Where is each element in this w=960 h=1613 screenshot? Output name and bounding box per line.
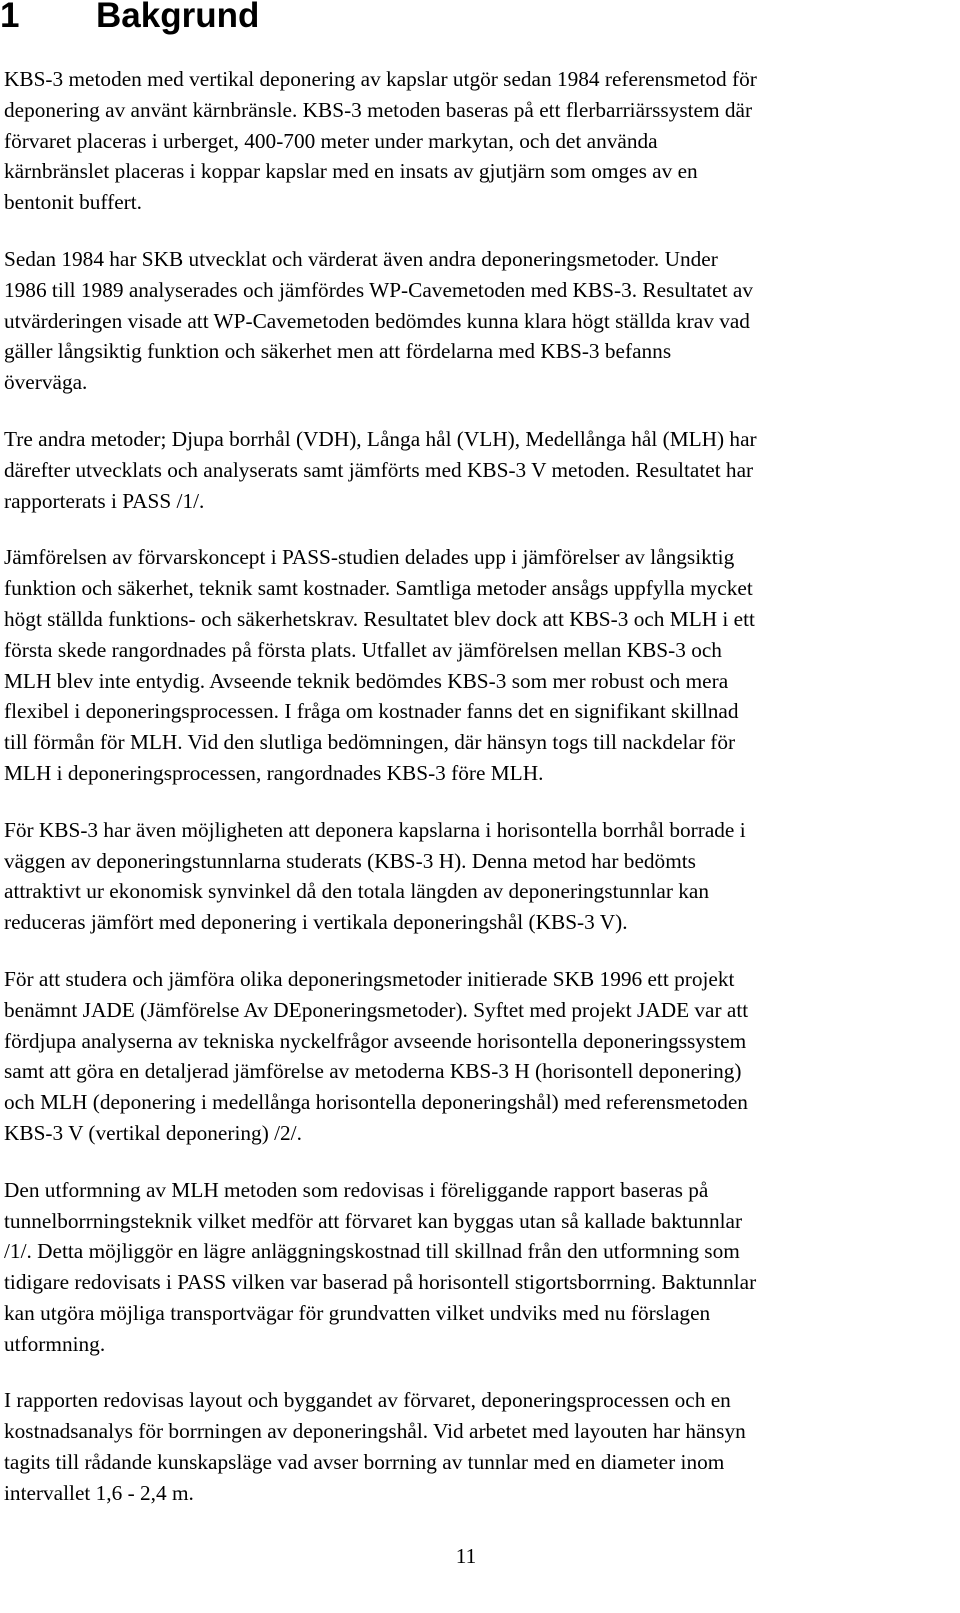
paragraph-line: utformning. bbox=[4, 1331, 106, 1356]
page-number: 11 bbox=[455, 1544, 477, 1568]
paragraph-line: överväga. bbox=[4, 370, 88, 395]
paragraph-line: /1/. Detta möjliggör en lägre anläggningskostnad till skillnad från den utformning som bbox=[4, 1239, 740, 1264]
paragraph-line: Tre andra metoder; Djupa borrhål (VDH), Långa hål (VLH), Medellånga hål (MLH) har bbox=[4, 426, 757, 451]
paragraph-line: MLH blev inte entydig. Avseende teknik bedömdes KBS-3 som mer robust och mera bbox=[4, 668, 729, 693]
section-title: Bakgrund bbox=[96, 0, 260, 35]
paragraph-line: För att studera och jämföra olika deponeringsmetoder initierade SKB 1996 ett projekt bbox=[4, 966, 735, 991]
paragraph-line: och MLH (deponering i medellånga horisontella deponeringshål) med referensmetoden bbox=[4, 1090, 748, 1115]
paragraph-line: Jämförelsen av förvarskoncept i PASS-studien delades upp i jämförelser av långsiktig bbox=[4, 545, 735, 570]
paragraph bbox=[4, 1385, 944, 1508]
paragraph-line: I rapporten redovisas layout och byggandet av förvaret, deponeringsprocessen och en bbox=[4, 1388, 731, 1413]
paragraph-line: tunnelborrningsteknik vilket medför att förvaret kan byggas utan så kallade baktunnlar bbox=[4, 1208, 743, 1233]
paragraph-line: bentonit buffert. bbox=[4, 190, 143, 215]
paragraph-line: därefter utvecklats och analyserats samt jämförts med KBS-3 V metoden. Resultatet har bbox=[4, 457, 754, 482]
paragraph-line: intervallet 1,6 - 2,4 m. bbox=[4, 1480, 194, 1505]
section-number: 1 bbox=[0, 0, 20, 35]
paragraph-line: Sedan 1984 har SKB utvecklat och värderat även andra deponeringsmetoder. Under bbox=[4, 246, 718, 271]
paragraph-line: kärnbränslet placeras i koppar kapslar med en insats av gjutjärn som omges av en bbox=[4, 159, 698, 184]
paragraph-line: högt ställda funktions- och säkerhetskrav. Resultatet blev dock att KBS-3 och MLH i ett bbox=[4, 606, 755, 631]
paragraph-line: förvaret placeras i urberget, 400-700 meter under markytan, och det använda bbox=[4, 128, 658, 153]
body-text bbox=[4, 64, 944, 1535]
paragraph-line: flexibel i deponeringsprocessen. I fråga om kostnader fanns det en signifikant skillnad bbox=[4, 699, 739, 724]
paragraph-line: Den utformning av MLH metoden som redovisas i föreliggande rapport baseras på bbox=[4, 1177, 709, 1202]
paragraph bbox=[4, 424, 944, 516]
paragraph bbox=[4, 815, 944, 938]
paragraph bbox=[4, 244, 944, 398]
paragraph-line: rapporterats i PASS /1/. bbox=[4, 488, 205, 513]
paragraph-line: tagits till rådande kunskapsläge vad avser borrning av tunnlar med en diameter inom bbox=[4, 1450, 725, 1475]
paragraph-line: till förmån för MLH. Vid den slutliga bedömningen, där hänsyn togs till nackdelar för bbox=[4, 730, 736, 755]
paragraph bbox=[4, 542, 944, 788]
paragraph-line: samt att göra en detaljerad jämförelse av metoderna KBS-3 H (horisontell deponering) bbox=[4, 1059, 742, 1084]
section-heading bbox=[0, 0, 259, 38]
paragraph-line: reduceras jämfört med deponering i vertikala deponeringshål (KBS-3 V). bbox=[4, 910, 628, 935]
paragraph-line: väggen av deponeringstunnlarna studerats (KBS-3 H). Denna metod har bedömts bbox=[4, 848, 696, 873]
paragraph-line: KBS-3 metoden med vertikal deponering av kapslar utgör sedan 1984 referensmetod för bbox=[4, 67, 757, 91]
paragraph-line: För KBS-3 har även möjligheten att deponera kapslarna i horisontella borrhål borrade i bbox=[4, 817, 746, 842]
paragraph bbox=[4, 1175, 944, 1360]
paragraph-line: funktion och säkerhet, teknik samt kostnader. Samtliga metoder ansågs uppfylla mycket bbox=[4, 576, 753, 601]
paragraph-line: första skede rangordnades på första plats. Utfallet av jämförelsen mellan KBS-3 och bbox=[4, 637, 722, 662]
paragraph-line: attraktivt ur ekonomisk synvinkel då den totala längden av deponeringstunnlar kan bbox=[4, 879, 709, 904]
paragraph-line: tidigare redovisats i PASS vilken var baserad på horisontell stigortsborrning. Baktunnlar bbox=[4, 1270, 757, 1295]
paragraph-line: fördjupa analyserna av tekniska nyckelfrågor avseende horisontella deponeringssystem bbox=[4, 1028, 747, 1053]
paragraph bbox=[4, 964, 944, 1149]
paragraph-line: kan utgöra möjliga transportvägar för grundvatten vilket undviks med nu förslagen bbox=[4, 1300, 711, 1325]
paragraph-line: MLH i deponeringsprocessen, rangordnades KBS-3 före MLH. bbox=[4, 760, 544, 785]
paragraph bbox=[4, 64, 944, 218]
paragraph-line: utvärderingen visade att WP-Cavemetoden bedömdes kunna klara högt ställda krav vad bbox=[4, 308, 750, 333]
paragraph-line: KBS-3 V (vertikal deponering) /2/. bbox=[4, 1120, 302, 1145]
paragraph-line: kostnadsanalys för borrningen av deponeringshål. Vid arbetet med layouten har hänsyn bbox=[4, 1419, 746, 1444]
paragraph-line: benämnt JADE (Jämförelse Av DEponeringsmetoder). Syftet med projekt JADE var att bbox=[4, 997, 749, 1022]
paragraph-line: 1986 till 1989 analyserades och jämfördes WP-Cavemetoden med KBS-3. Resultatet av bbox=[4, 277, 753, 302]
paragraph-line: gäller långsiktig funktion och säkerhet men att fördelarna med KBS-3 befanns bbox=[4, 339, 672, 364]
paragraph-line: deponering av använt kärnbränsle. KBS-3 metoden baseras på ett flerbarriärssystem där bbox=[4, 97, 753, 122]
